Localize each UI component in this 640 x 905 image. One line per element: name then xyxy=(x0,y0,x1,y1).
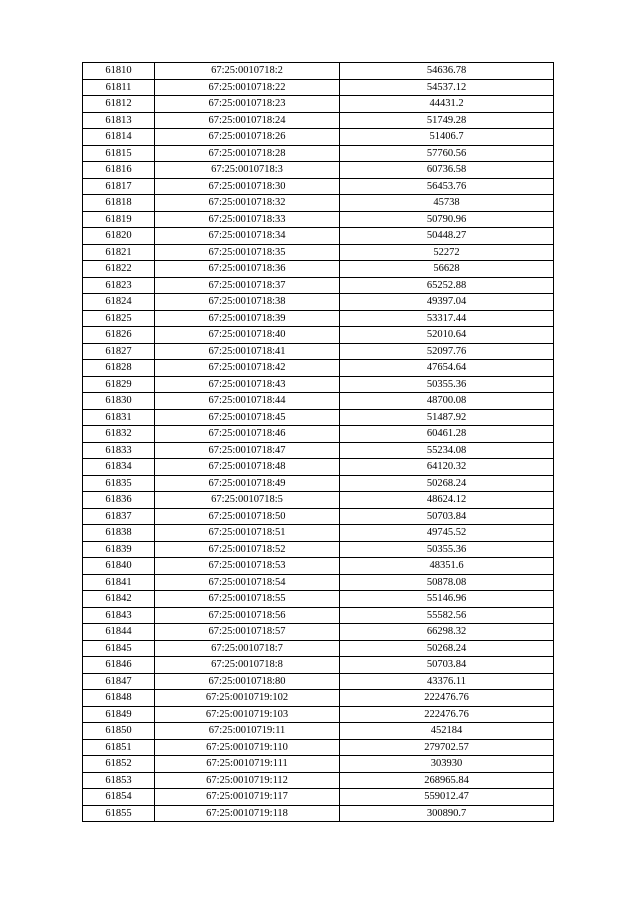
row-number-cell: 61812 xyxy=(83,96,155,113)
value-cell: 48624.12 xyxy=(340,492,554,509)
value-cell: 51487.92 xyxy=(340,409,554,426)
value-cell: 43376.11 xyxy=(340,673,554,690)
value-cell: 52272 xyxy=(340,244,554,261)
table-row xyxy=(83,772,554,789)
value-cell: 64120.32 xyxy=(340,459,554,476)
table-row xyxy=(83,541,554,558)
row-number-cell: 61847 xyxy=(83,673,155,690)
row-number-cell: 61838 xyxy=(83,525,155,542)
table-row xyxy=(83,162,554,179)
row-number-cell: 61819 xyxy=(83,211,155,228)
value-cell: 55582.56 xyxy=(340,607,554,624)
cadastral-number-cell: 67:25:0010718:47 xyxy=(155,442,340,459)
value-cell: 49745.52 xyxy=(340,525,554,542)
value-cell: 48351.6 xyxy=(340,558,554,575)
table-row xyxy=(83,673,554,690)
value-cell: 56453.76 xyxy=(340,178,554,195)
value-cell: 48700.08 xyxy=(340,393,554,410)
table-row xyxy=(83,376,554,393)
value-cell: 50790.96 xyxy=(340,211,554,228)
value-cell: 50268.24 xyxy=(340,475,554,492)
table-row xyxy=(83,129,554,146)
table-row xyxy=(83,261,554,278)
value-cell: 222476.76 xyxy=(340,706,554,723)
row-number-cell: 61826 xyxy=(83,327,155,344)
value-cell: 279702.57 xyxy=(340,739,554,756)
table-row xyxy=(83,442,554,459)
cadastral-number-cell: 67:25:0010718:8 xyxy=(155,657,340,674)
row-number-cell: 61830 xyxy=(83,393,155,410)
value-cell: 60736.58 xyxy=(340,162,554,179)
value-cell: 303930 xyxy=(340,756,554,773)
value-cell: 56628 xyxy=(340,261,554,278)
value-cell: 45738 xyxy=(340,195,554,212)
value-cell: 55234.08 xyxy=(340,442,554,459)
row-number-cell: 61852 xyxy=(83,756,155,773)
value-cell: 559012.47 xyxy=(340,789,554,806)
cadastral-number-cell: 67:25:0010718:28 xyxy=(155,145,340,162)
table-row xyxy=(83,690,554,707)
cadastral-number-cell: 67:25:0010718:38 xyxy=(155,294,340,311)
row-number-cell: 61810 xyxy=(83,63,155,80)
value-cell: 53317.44 xyxy=(340,310,554,327)
row-number-cell: 61832 xyxy=(83,426,155,443)
table-row xyxy=(83,228,554,245)
table-row xyxy=(83,393,554,410)
row-number-cell: 61823 xyxy=(83,277,155,294)
table-row xyxy=(83,211,554,228)
table-row xyxy=(83,195,554,212)
cadastral-number-cell: 67:25:0010719:117 xyxy=(155,789,340,806)
row-number-cell: 61825 xyxy=(83,310,155,327)
row-number-cell: 61836 xyxy=(83,492,155,509)
cadastral-number-cell: 67:25:0010718:56 xyxy=(155,607,340,624)
row-number-cell: 61821 xyxy=(83,244,155,261)
table-body xyxy=(83,63,554,822)
cadastral-number-cell: 67:25:0010718:32 xyxy=(155,195,340,212)
table-row xyxy=(83,624,554,641)
row-number-cell: 61835 xyxy=(83,475,155,492)
row-number-cell: 61820 xyxy=(83,228,155,245)
cadastral-value-table xyxy=(82,62,554,822)
table-row xyxy=(83,739,554,756)
value-cell: 57760.56 xyxy=(340,145,554,162)
value-cell: 54537.12 xyxy=(340,79,554,96)
cadastral-number-cell: 67:25:0010718:48 xyxy=(155,459,340,476)
table-row xyxy=(83,558,554,575)
table-row xyxy=(83,327,554,344)
value-cell: 66298.32 xyxy=(340,624,554,641)
row-number-cell: 61842 xyxy=(83,591,155,608)
row-number-cell: 61855 xyxy=(83,805,155,822)
cadastral-number-cell: 67:25:0010719:103 xyxy=(155,706,340,723)
table-row xyxy=(83,426,554,443)
value-cell: 300890.7 xyxy=(340,805,554,822)
row-number-cell: 61841 xyxy=(83,574,155,591)
value-cell: 50878.08 xyxy=(340,574,554,591)
table-row xyxy=(83,640,554,657)
cadastral-number-cell: 67:25:0010719:110 xyxy=(155,739,340,756)
cadastral-number-cell: 67:25:0010718:55 xyxy=(155,591,340,608)
row-number-cell: 61843 xyxy=(83,607,155,624)
cadastral-number-cell: 67:25:0010718:46 xyxy=(155,426,340,443)
table-row xyxy=(83,112,554,129)
cadastral-number-cell: 67:25:0010718:39 xyxy=(155,310,340,327)
table-row xyxy=(83,459,554,476)
table-row xyxy=(83,178,554,195)
row-number-cell: 61817 xyxy=(83,178,155,195)
row-number-cell: 61827 xyxy=(83,343,155,360)
cadastral-number-cell: 67:25:0010718:7 xyxy=(155,640,340,657)
value-cell: 54636.78 xyxy=(340,63,554,80)
row-number-cell: 61846 xyxy=(83,657,155,674)
table-row xyxy=(83,244,554,261)
row-number-cell: 61811 xyxy=(83,79,155,96)
cadastral-number-cell: 67:25:0010718:42 xyxy=(155,360,340,377)
table-row xyxy=(83,360,554,377)
table-row xyxy=(83,310,554,327)
table-row xyxy=(83,63,554,80)
cadastral-number-cell: 67:25:0010718:34 xyxy=(155,228,340,245)
value-cell: 65252.88 xyxy=(340,277,554,294)
row-number-cell: 61851 xyxy=(83,739,155,756)
cadastral-number-cell: 67:25:0010718:43 xyxy=(155,376,340,393)
row-number-cell: 61829 xyxy=(83,376,155,393)
value-cell: 51749.28 xyxy=(340,112,554,129)
value-cell: 47654.64 xyxy=(340,360,554,377)
value-cell: 49397.04 xyxy=(340,294,554,311)
row-number-cell: 61834 xyxy=(83,459,155,476)
table-row xyxy=(83,277,554,294)
row-number-cell: 61849 xyxy=(83,706,155,723)
row-number-cell: 61814 xyxy=(83,129,155,146)
table-row xyxy=(83,723,554,740)
table-row xyxy=(83,475,554,492)
row-number-cell: 61822 xyxy=(83,261,155,278)
row-number-cell: 61854 xyxy=(83,789,155,806)
cadastral-number-cell: 67:25:0010719:111 xyxy=(155,756,340,773)
cadastral-number-cell: 67:25:0010718:37 xyxy=(155,277,340,294)
cadastral-number-cell: 67:25:0010719:112 xyxy=(155,772,340,789)
cadastral-number-cell: 67:25:0010719:118 xyxy=(155,805,340,822)
cadastral-number-cell: 67:25:0010718:45 xyxy=(155,409,340,426)
value-cell: 52097.76 xyxy=(340,343,554,360)
row-number-cell: 61853 xyxy=(83,772,155,789)
table-row xyxy=(83,508,554,525)
value-cell: 222476.76 xyxy=(340,690,554,707)
value-cell: 50355.36 xyxy=(340,376,554,393)
value-cell: 50448.27 xyxy=(340,228,554,245)
cadastral-number-cell: 67:25:0010718:41 xyxy=(155,343,340,360)
row-number-cell: 61839 xyxy=(83,541,155,558)
cadastral-number-cell: 67:25:0010718:51 xyxy=(155,525,340,542)
row-number-cell: 61813 xyxy=(83,112,155,129)
row-number-cell: 61845 xyxy=(83,640,155,657)
value-cell: 50268.24 xyxy=(340,640,554,657)
row-number-cell: 61844 xyxy=(83,624,155,641)
table-row xyxy=(83,145,554,162)
cadastral-number-cell: 67:25:0010719:102 xyxy=(155,690,340,707)
row-number-cell: 61848 xyxy=(83,690,155,707)
cadastral-number-cell: 67:25:0010718:53 xyxy=(155,558,340,575)
cadastral-number-cell: 67:25:0010718:22 xyxy=(155,79,340,96)
value-cell: 50355.36 xyxy=(340,541,554,558)
table-row xyxy=(83,574,554,591)
cadastral-number-cell: 67:25:0010718:26 xyxy=(155,129,340,146)
row-number-cell: 61824 xyxy=(83,294,155,311)
table-row xyxy=(83,79,554,96)
table-row xyxy=(83,409,554,426)
cadastral-number-cell: 67:25:0010718:57 xyxy=(155,624,340,641)
cadastral-number-cell: 67:25:0010718:40 xyxy=(155,327,340,344)
table-row xyxy=(83,805,554,822)
table-row xyxy=(83,706,554,723)
table-row xyxy=(83,96,554,113)
cadastral-number-cell: 67:25:0010718:36 xyxy=(155,261,340,278)
table-row xyxy=(83,756,554,773)
value-cell: 268965.84 xyxy=(340,772,554,789)
row-number-cell: 61816 xyxy=(83,162,155,179)
cadastral-number-cell: 67:25:0010718:3 xyxy=(155,162,340,179)
table-row xyxy=(83,294,554,311)
value-cell: 60461.28 xyxy=(340,426,554,443)
cadastral-number-cell: 67:25:0010718:44 xyxy=(155,393,340,410)
value-cell: 44431.2 xyxy=(340,96,554,113)
cadastral-number-cell: 67:25:0010719:11 xyxy=(155,723,340,740)
cadastral-number-cell: 67:25:0010718:5 xyxy=(155,492,340,509)
cadastral-number-cell: 67:25:0010718:80 xyxy=(155,673,340,690)
table-row xyxy=(83,657,554,674)
row-number-cell: 61840 xyxy=(83,558,155,575)
row-number-cell: 61850 xyxy=(83,723,155,740)
cadastral-number-cell: 67:25:0010718:54 xyxy=(155,574,340,591)
value-cell: 55146.96 xyxy=(340,591,554,608)
value-cell: 50703.84 xyxy=(340,508,554,525)
value-cell: 50703.84 xyxy=(340,657,554,674)
table-row xyxy=(83,591,554,608)
table-row xyxy=(83,607,554,624)
row-number-cell: 61828 xyxy=(83,360,155,377)
row-number-cell: 61837 xyxy=(83,508,155,525)
value-cell: 52010.64 xyxy=(340,327,554,344)
cadastral-number-cell: 67:25:0010718:23 xyxy=(155,96,340,113)
cadastral-number-cell: 67:25:0010718:2 xyxy=(155,63,340,80)
cadastral-number-cell: 67:25:0010718:30 xyxy=(155,178,340,195)
row-number-cell: 61833 xyxy=(83,442,155,459)
table-row xyxy=(83,492,554,509)
table-row xyxy=(83,789,554,806)
cadastral-number-cell: 67:25:0010718:52 xyxy=(155,541,340,558)
row-number-cell: 61818 xyxy=(83,195,155,212)
row-number-cell: 61831 xyxy=(83,409,155,426)
value-cell: 51406.7 xyxy=(340,129,554,146)
cadastral-number-cell: 67:25:0010718:50 xyxy=(155,508,340,525)
cadastral-number-cell: 67:25:0010718:33 xyxy=(155,211,340,228)
cadastral-number-cell: 67:25:0010718:35 xyxy=(155,244,340,261)
row-number-cell: 61815 xyxy=(83,145,155,162)
table-row xyxy=(83,343,554,360)
cadastral-number-cell: 67:25:0010718:24 xyxy=(155,112,340,129)
cadastral-number-cell: 67:25:0010718:49 xyxy=(155,475,340,492)
table-row xyxy=(83,525,554,542)
value-cell: 452184 xyxy=(340,723,554,740)
